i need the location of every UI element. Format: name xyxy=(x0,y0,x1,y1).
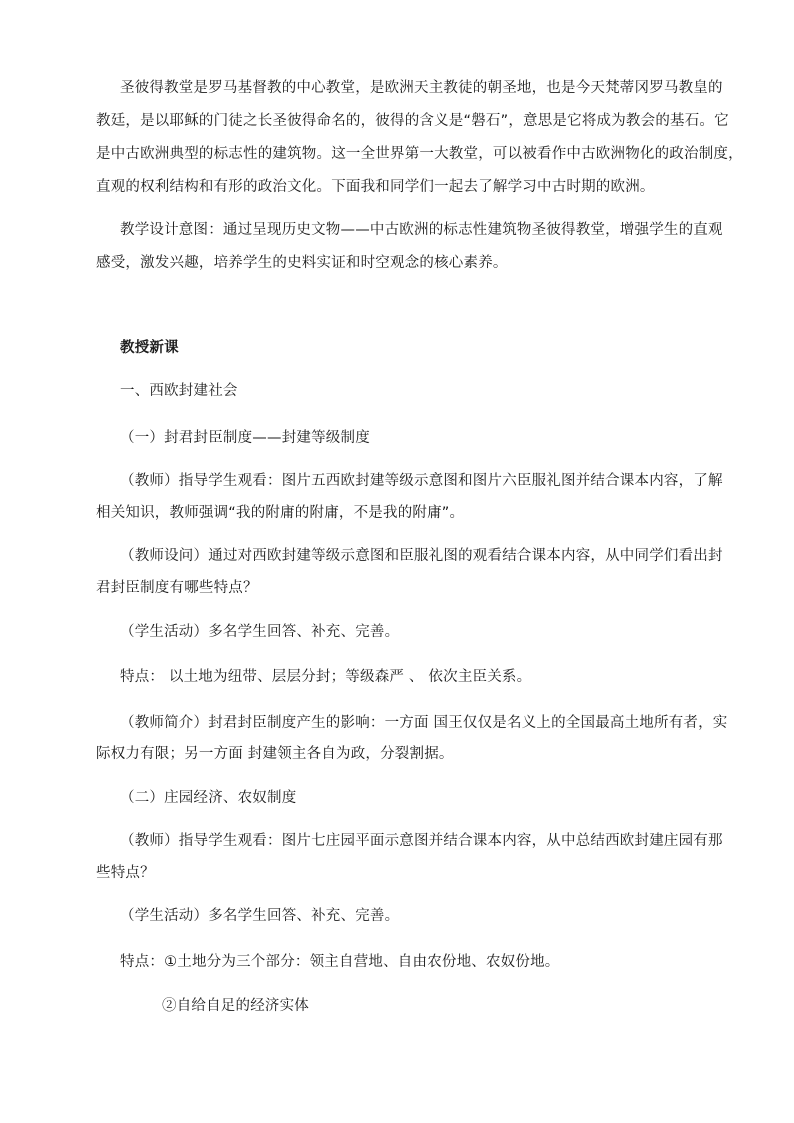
subsection-2-heading: （二）庄园经济、农奴制度 xyxy=(120,790,297,806)
teacher-intro-line-1: （教师简介）封君封臣制度产生的影响：一方面 国王仅仅是名义上的全国最高土地所有者，实 xyxy=(120,715,728,731)
design-intent-line-2: 感受，激发兴趣，培养学生的史料实证和时空观念的核心素养。 xyxy=(96,255,508,271)
section-1-heading: 一、西欧封建社会 xyxy=(120,383,238,399)
subsection-1-heading: （一）封君封臣制度——封建等级制度 xyxy=(120,430,370,446)
features-2: 特点：①土地分为三个部分：领主自营地、自由农份地、农奴份地。 xyxy=(120,954,560,970)
features-1: 特点： 以土地为纽带、层层分封；等级森严 、 依次主臣关系。 xyxy=(120,669,532,685)
teacher-question-line-2: 君封臣制度有哪些特点？ xyxy=(96,580,258,596)
teacher-guide-1-line-2: 相关知识，教师强调“我的附庸的附庸，不是我的附庸”。 xyxy=(96,505,465,521)
intro-line-1: 圣彼得教堂是罗马基督教的中心教堂，是欧洲天主教徒的朝圣地，也是今天梵蒂冈罗马教皇的 xyxy=(120,80,723,96)
intro-line-2: 教廷，是以耶稣的门徒之长圣彼得命名的，彼得的含义是“磐石”，意思是它将成为教会的基石。它 xyxy=(96,113,729,129)
student-activity-1: （学生活动）多名学生回答、补充、完善。 xyxy=(120,624,400,640)
intro-line-3: 是中古欧洲典型的标志性的建筑物。这一全世界第一大教堂，可以被看作中古欧洲物化的政治制度， xyxy=(96,146,743,162)
teacher-guide-2-line-1: （教师）指导学生观看：图片七庄园平面示意图并结合课本内容，从中总结西欧封建庄园有那 xyxy=(120,833,723,849)
design-intent-line-1: 教学设计意图：通过呈现历史文物——中古欧洲的标志性建筑物圣彼得教堂，增强学生的直观 xyxy=(120,222,723,238)
teacher-intro-line-2: 际权力有限；另一方面 封建领主各自为政，分裂割据。 xyxy=(96,746,454,762)
intro-line-4: 直观的权利结构和有形的政治文化。下面我和同学们一起去了解学习中古时期的欧洲。 xyxy=(96,179,655,195)
student-activity-2: （学生活动）多名学生回答、补充、完善。 xyxy=(120,908,400,924)
features-2-item-2: ②自给自足的经济实体 xyxy=(162,998,309,1014)
teacher-question-line-1: （教师设问）通过对西欧封建等级示意图和臣服礼图的观看结合课本内容，从中同学们看出封 xyxy=(120,548,723,564)
teacher-guide-2-line-2: 些特点？ xyxy=(96,865,155,881)
new-lesson-heading: 教授新课 xyxy=(120,340,179,356)
teacher-guide-1-line-1: （教师）指导学生观看：图片五西欧封建等级示意图和图片六臣服礼图并结合课本内容，了解 xyxy=(120,473,723,489)
